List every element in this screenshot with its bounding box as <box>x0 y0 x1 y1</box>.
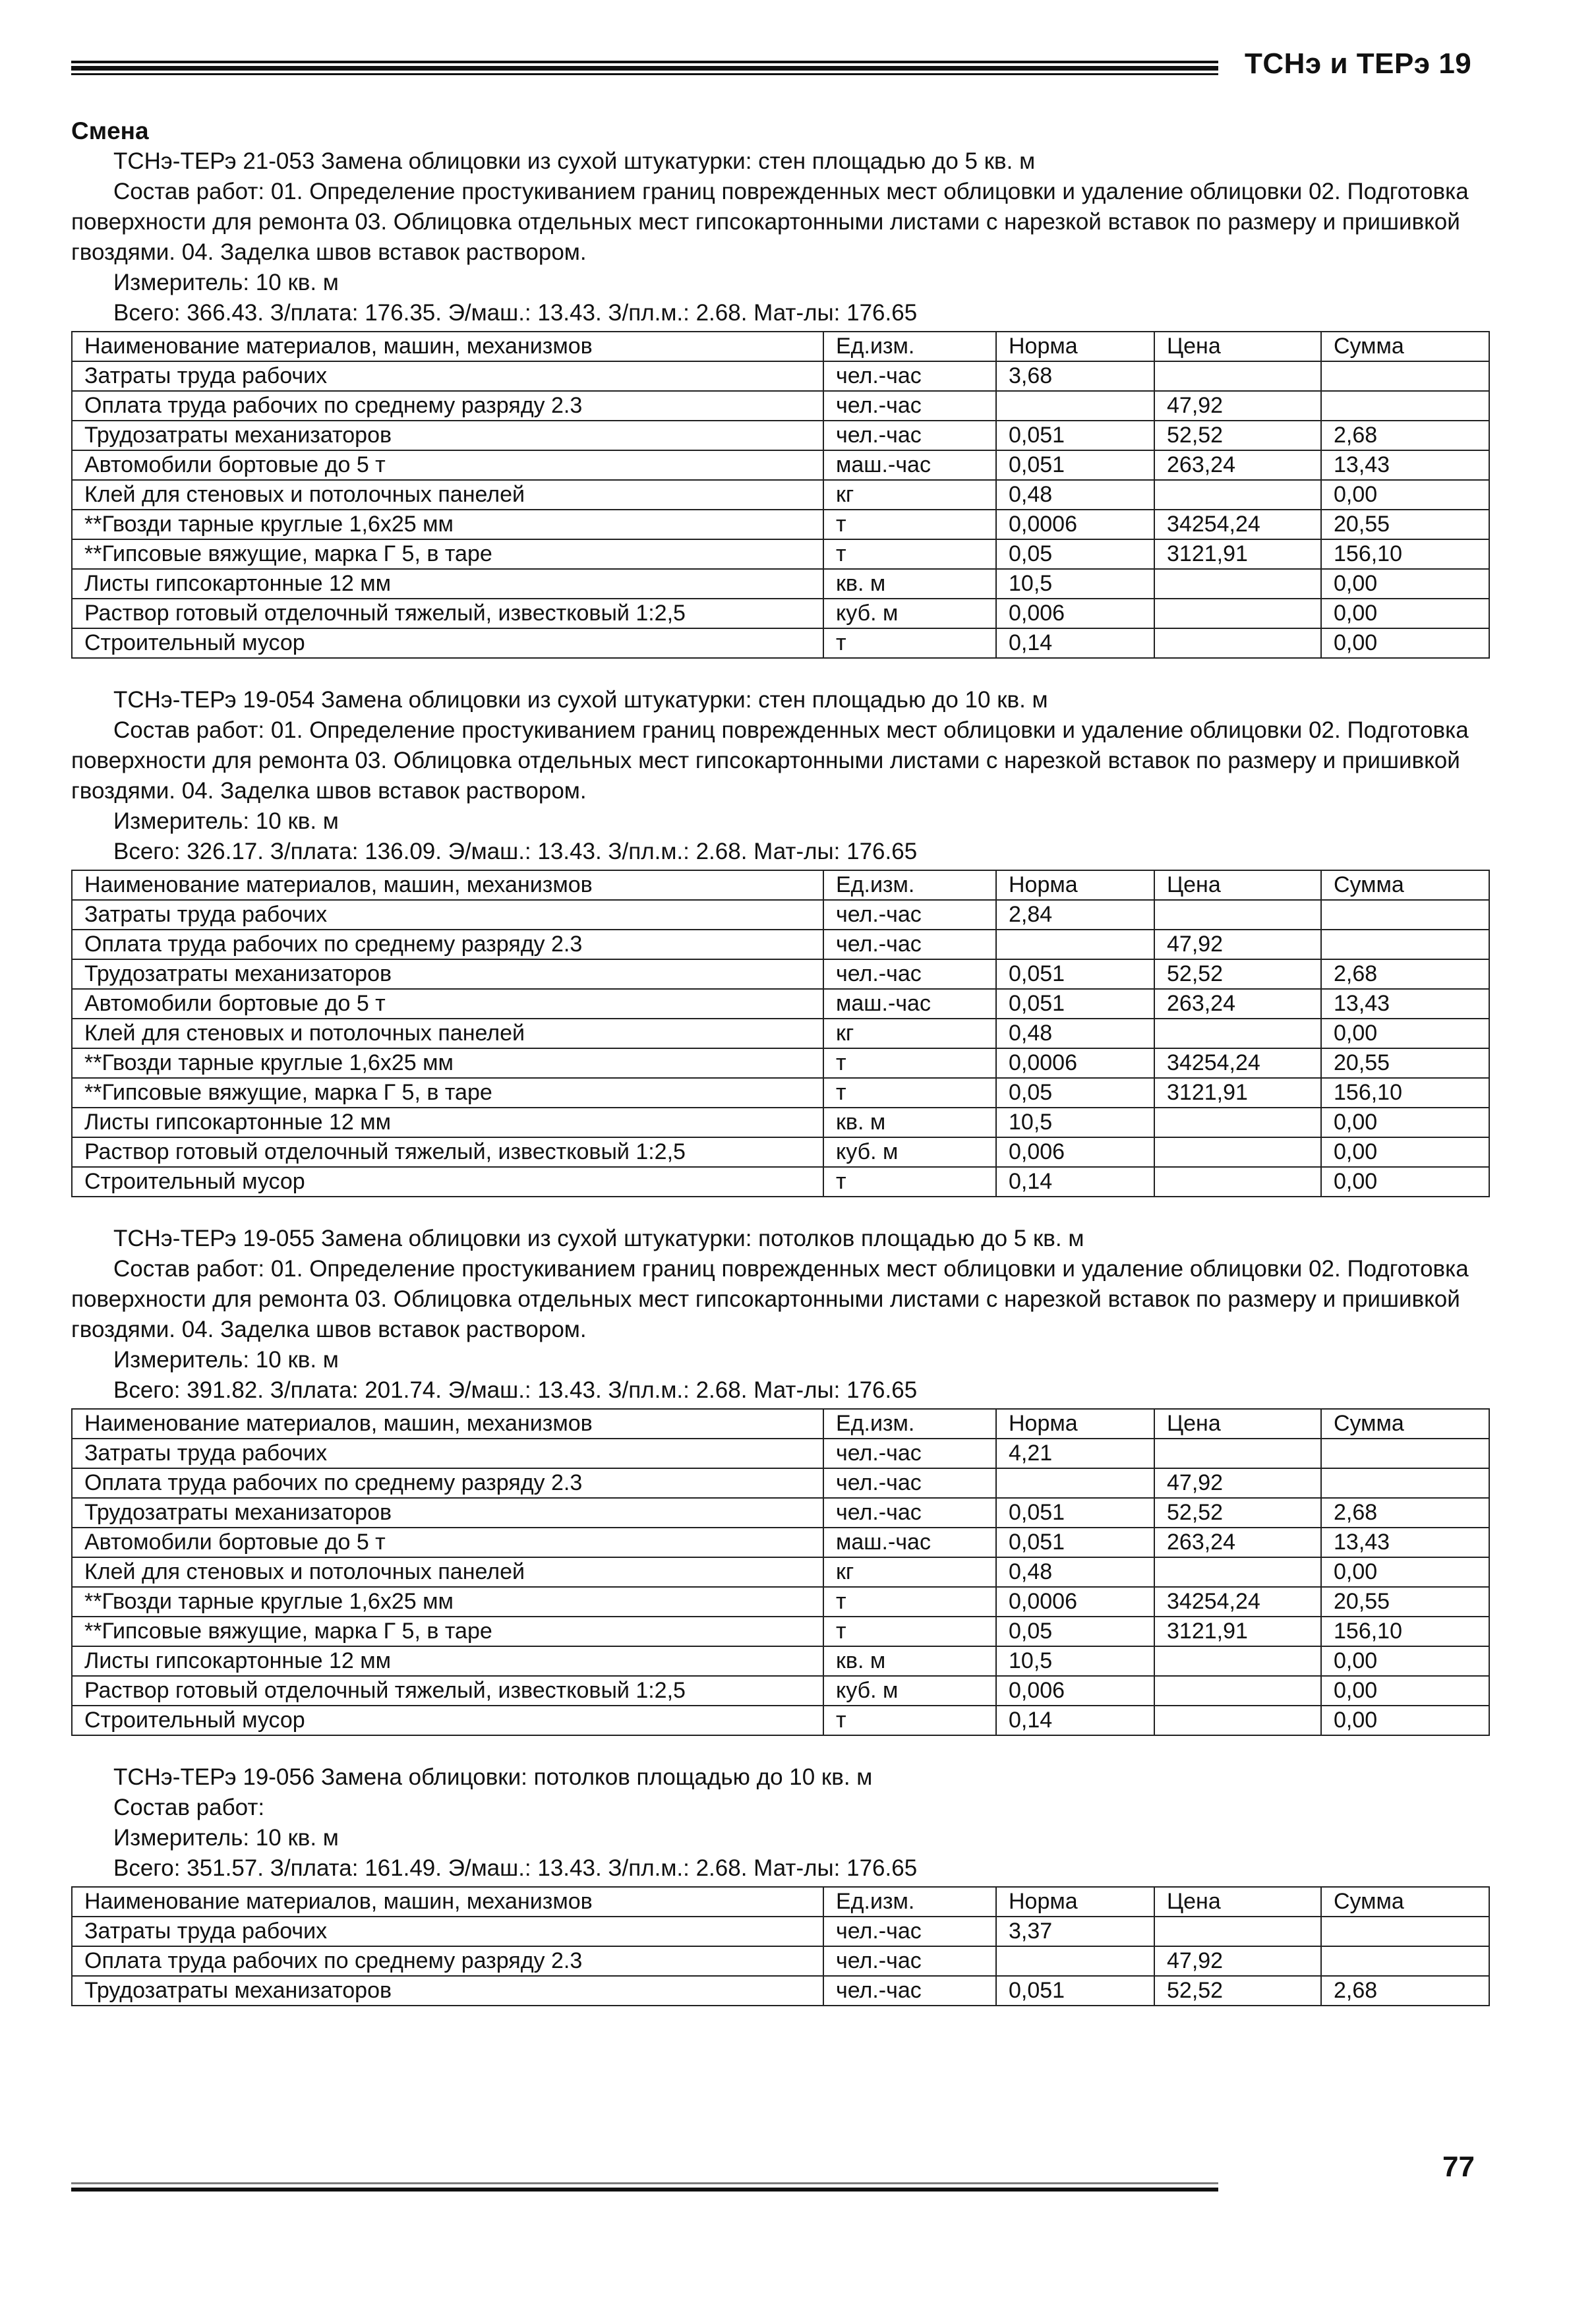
table-cell: чел.-час <box>823 1946 996 1976</box>
page-number: 77 <box>1442 2151 1475 2183</box>
table-cell: Клей для стеновых и потолочных панелей <box>72 1557 823 1587</box>
table-cell: 0,14 <box>996 1706 1154 1735</box>
table-cell: 47,92 <box>1154 1946 1321 1976</box>
table-cell: чел.-час <box>823 1439 996 1468</box>
rate-entry <box>71 146 1489 659</box>
table-row <box>72 1439 1489 1468</box>
table-cell: т <box>823 1617 996 1646</box>
table-cell: 0,051 <box>996 421 1154 450</box>
column-header: Наименование материалов, машин, механизмов <box>72 1887 823 1917</box>
table-row <box>72 628 1489 658</box>
entry-meter: Измеритель: 10 кв. м <box>113 808 339 834</box>
table-cell: Оплата труда рабочих по среднему разряду 2.3 <box>72 1468 823 1498</box>
table-row <box>72 1048 1489 1078</box>
table-row <box>72 900 1489 930</box>
table-cell: т <box>823 1706 996 1735</box>
table-cell: Автомобили бортовые до 5 т <box>72 1528 823 1557</box>
column-header: Ед.изм. <box>823 332 996 361</box>
column-header: Цена <box>1154 1887 1321 1917</box>
table-cell: 263,24 <box>1154 989 1321 1019</box>
table-cell: Раствор готовый отделочный тяжелый, известковый 1:2,5 <box>72 1137 823 1167</box>
table-cell <box>1154 569 1321 599</box>
table-header-row <box>72 1409 1489 1439</box>
column-header: Цена <box>1154 870 1321 900</box>
table-cell: 13,43 <box>1321 1528 1489 1557</box>
table-cell: 0,14 <box>996 1167 1154 1197</box>
entry-totals: Всего: 351.57. З/плата: 161.49. Э/маш.: 13.43. З/пл.м.: 2.68. Мат-лы: 176.65 <box>113 1855 918 1881</box>
table-cell: 0,006 <box>996 1137 1154 1167</box>
entry-title: ТСНэ-ТЕРэ 19-054 Замена облицовки из сухой штукатурки: стен площадью до 10 кв. м <box>113 687 1048 713</box>
column-header: Ед.изм. <box>823 1887 996 1917</box>
table-cell: 0,00 <box>1321 628 1489 658</box>
table-cell <box>1154 1439 1321 1468</box>
table-cell: 0,00 <box>1321 1706 1489 1735</box>
table-cell: 0,48 <box>996 1557 1154 1587</box>
table-cell: 0,00 <box>1321 1676 1489 1706</box>
table-cell: 3,37 <box>996 1917 1154 1946</box>
table-cell: 34254,24 <box>1154 1048 1321 1078</box>
table-cell <box>1154 599 1321 628</box>
table-cell: 156,10 <box>1321 1617 1489 1646</box>
table-row <box>72 1137 1489 1167</box>
table-cell: 2,68 <box>1321 421 1489 450</box>
table-row <box>72 1468 1489 1498</box>
table-cell: 2,68 <box>1321 959 1489 989</box>
table-cell: 156,10 <box>1321 1078 1489 1108</box>
table-cell: т <box>823 1048 996 1078</box>
table-cell <box>996 391 1154 421</box>
entry-totals: Всего: 326.17. З/плата: 136.09. Э/маш.: 13.43. З/пл.м.: 2.68. Мат-лы: 176.65 <box>113 839 918 864</box>
entry-title: ТСНэ-ТЕРэ 19-055 Замена облицовки из сухой штукатурки: потолков площадью до 5 кв. м <box>113 1226 1084 1251</box>
table-cell: т <box>823 1587 996 1617</box>
table-cell: 263,24 <box>1154 450 1321 480</box>
table-cell: 13,43 <box>1321 989 1489 1019</box>
table-cell: 0,00 <box>1321 1108 1489 1137</box>
table-row <box>72 1676 1489 1706</box>
table-cell <box>1321 930 1489 959</box>
column-header: Норма <box>996 1887 1154 1917</box>
table-row <box>72 1646 1489 1676</box>
table-cell: маш.-час <box>823 989 996 1019</box>
table-cell: 0,00 <box>1321 599 1489 628</box>
table-cell: 0,051 <box>996 1976 1154 2006</box>
table-cell: кг <box>823 480 996 510</box>
table-header-row <box>72 1887 1489 1917</box>
column-header: Сумма <box>1321 1409 1489 1439</box>
rate-entry <box>71 1740 1489 2006</box>
rate-entry <box>71 1201 1489 1736</box>
table-cell: 0,00 <box>1321 480 1489 510</box>
table-row <box>72 1528 1489 1557</box>
column-header: Сумма <box>1321 870 1489 900</box>
table-cell: т <box>823 1167 996 1197</box>
table-cell: 3121,91 <box>1154 1617 1321 1646</box>
table-cell: кг <box>823 1019 996 1048</box>
table-cell <box>996 930 1154 959</box>
table-cell: 47,92 <box>1154 930 1321 959</box>
table-cell: 4,21 <box>996 1439 1154 1468</box>
table-cell: 0,05 <box>996 1078 1154 1108</box>
work-composition: Состав работ: <box>113 1795 265 1820</box>
table-cell: Листы гипсокартонные 12 мм <box>72 1646 823 1676</box>
table-cell: 20,55 <box>1321 1048 1489 1078</box>
table-cell: 3121,91 <box>1154 539 1321 569</box>
table-cell: 0,00 <box>1321 569 1489 599</box>
table-cell: Затраты труда рабочих <box>72 900 823 930</box>
table-cell <box>1154 361 1321 391</box>
table-cell: 0,0006 <box>996 510 1154 539</box>
table-cell: Строительный мусор <box>72 1706 823 1735</box>
table-cell: 3,68 <box>996 361 1154 391</box>
table-cell: кв. м <box>823 569 996 599</box>
entry-meter: Измеритель: 10 кв. м <box>113 1825 339 1851</box>
column-header: Ед.изм. <box>823 870 996 900</box>
table-cell: т <box>823 510 996 539</box>
table-cell: **Гипсовые вяжущие, марка Г 5, в таре <box>72 539 823 569</box>
table-cell: 20,55 <box>1321 1587 1489 1617</box>
entry-meter: Измеритель: 10 кв. м <box>113 1347 339 1373</box>
table-cell: чел.-час <box>823 959 996 989</box>
entry-totals: Всего: 366.43. З/плата: 176.35. Э/маш.: 13.43. З/пл.м.: 2.68. Мат-лы: 176.65 <box>113 300 918 326</box>
table-cell: куб. м <box>823 1676 996 1706</box>
table-cell: 0,0006 <box>996 1048 1154 1078</box>
work-composition: Состав работ: 01. Определение простукиванием границ поврежденных мест облицовки и удаление облицовки 02. Подготовка поверхности для ремонта 03. Облицовка отдельных мест гипсокартонными листами с нарезкой вставок по размеру и пришивкой гвоздями. 04. Заделка швов вставок раствором. <box>71 717 1469 804</box>
table-cell <box>1321 1946 1489 1976</box>
resources-table <box>71 331 1490 659</box>
table-cell: 0,051 <box>996 1498 1154 1528</box>
table-cell: Листы гипсокартонные 12 мм <box>72 569 823 599</box>
entry-title: ТСНэ-ТЕРэ 21-053 Замена облицовки из сухой штукатурки: стен площадью до 5 кв. м <box>113 148 1036 174</box>
table-cell: кг <box>823 1557 996 1587</box>
table-cell: Листы гипсокартонные 12 мм <box>72 1108 823 1137</box>
table-cell: Затраты труда рабочих <box>72 1917 823 1946</box>
table-cell: **Гипсовые вяжущие, марка Г 5, в таре <box>72 1617 823 1646</box>
table-cell: чел.-час <box>823 1468 996 1498</box>
table-cell: т <box>823 539 996 569</box>
table-cell: кв. м <box>823 1646 996 1676</box>
table-row <box>72 1617 1489 1646</box>
table-cell <box>1154 1108 1321 1137</box>
table-cell <box>1154 1137 1321 1167</box>
table-row <box>72 1108 1489 1137</box>
resources-table <box>71 870 1490 1197</box>
table-cell: Трудозатраты механизаторов <box>72 959 823 989</box>
entry-totals: Всего: 391.82. З/плата: 201.74. Э/маш.: 13.43. З/пл.м.: 2.68. Мат-лы: 176.65 <box>113 1377 918 1403</box>
table-cell: Раствор готовый отделочный тяжелый, известковый 1:2,5 <box>72 1676 823 1706</box>
table-cell <box>1321 361 1489 391</box>
table-cell: 156,10 <box>1321 539 1489 569</box>
entries-list <box>71 146 1489 2006</box>
table-cell: 10,5 <box>996 1108 1154 1137</box>
page-content <box>71 116 1489 2010</box>
table-header-row <box>72 332 1489 361</box>
table-cell <box>1154 900 1321 930</box>
table-cell: Строительный мусор <box>72 1167 823 1197</box>
table-cell: 34254,24 <box>1154 1587 1321 1617</box>
work-composition: Состав работ: 01. Определение простукиванием границ поврежденных мест облицовки и удаление облицовки 02. Подготовка поверхности для ремонта 03. Облицовка отдельных мест гипсокартонными листами с нарезкой вставок по размеру и пришивкой гвоздями. 04. Заделка швов вставок раствором. <box>71 179 1469 265</box>
table-cell: Клей для стеновых и потолочных панелей <box>72 480 823 510</box>
table-cell <box>1321 391 1489 421</box>
table-row <box>72 989 1489 1019</box>
table-cell: Оплата труда рабочих по среднему разряду 2.3 <box>72 391 823 421</box>
table-cell: куб. м <box>823 599 996 628</box>
resources-table <box>71 1408 1490 1736</box>
table-cell <box>1154 1167 1321 1197</box>
table-row <box>72 1078 1489 1108</box>
table-cell: **Гвозди тарные круглые 1,6х25 мм <box>72 1048 823 1078</box>
table-cell: т <box>823 628 996 658</box>
table-cell: 3121,91 <box>1154 1078 1321 1108</box>
table-cell: 2,68 <box>1321 1976 1489 2006</box>
column-header: Норма <box>996 870 1154 900</box>
table-cell: 0,00 <box>1321 1646 1489 1676</box>
column-header: Ед.изм. <box>823 1409 996 1439</box>
table-cell: Оплата труда рабочих по среднему разряду 2.3 <box>72 1946 823 1976</box>
header-rule <box>71 57 1218 79</box>
table-row <box>72 1019 1489 1048</box>
table-cell: 0,051 <box>996 959 1154 989</box>
table-cell: чел.-час <box>823 361 996 391</box>
table-cell: 0,05 <box>996 539 1154 569</box>
column-header: Норма <box>996 332 1154 361</box>
table-cell: куб. м <box>823 1137 996 1167</box>
table-cell: т <box>823 1078 996 1108</box>
table-cell: 10,5 <box>996 569 1154 599</box>
table-cell: Оплата труда рабочих по среднему разряду 2.3 <box>72 930 823 959</box>
table-row <box>72 1498 1489 1528</box>
table-row <box>72 569 1489 599</box>
table-cell: **Гипсовые вяжущие, марка Г 5, в таре <box>72 1078 823 1108</box>
column-header: Сумма <box>1321 1887 1489 1917</box>
table-cell: 52,52 <box>1154 1498 1321 1528</box>
table-row <box>72 421 1489 450</box>
table-cell <box>1321 1917 1489 1946</box>
table-cell: 2,68 <box>1321 1498 1489 1528</box>
table-header-row <box>72 870 1489 900</box>
table-cell: чел.-час <box>823 900 996 930</box>
table-cell: 0,00 <box>1321 1019 1489 1048</box>
work-composition: Состав работ: 01. Определение простукиванием границ поврежденных мест облицовки и удаление облицовки 02. Подготовка поверхности для ремонта 03. Облицовка отдельных мест гипсокартонными листами с нарезкой вставок по размеру и пришивкой гвоздями. 04. Заделка швов вставок раствором. <box>71 1256 1469 1342</box>
table-row <box>72 930 1489 959</box>
table-cell: Затраты труда рабочих <box>72 361 823 391</box>
table-cell: чел.-час <box>823 391 996 421</box>
rate-entry <box>71 663 1489 1197</box>
table-row <box>72 450 1489 480</box>
table-cell: 0,48 <box>996 1019 1154 1048</box>
table-cell: 52,52 <box>1154 959 1321 989</box>
table-row <box>72 539 1489 569</box>
table-cell: 47,92 <box>1154 1468 1321 1498</box>
column-header: Наименование материалов, машин, механизмов <box>72 870 823 900</box>
column-header: Цена <box>1154 1409 1321 1439</box>
table-row <box>72 599 1489 628</box>
table-cell <box>1321 1468 1489 1498</box>
table-cell <box>1154 1706 1321 1735</box>
table-cell: 0,00 <box>1321 1557 1489 1587</box>
table-cell: чел.-час <box>823 1498 996 1528</box>
table-row <box>72 361 1489 391</box>
column-header: Сумма <box>1321 332 1489 361</box>
table-cell: **Гвозди тарные круглые 1,6х25 мм <box>72 1587 823 1617</box>
table-cell: 0,051 <box>996 450 1154 480</box>
table-cell: чел.-час <box>823 1976 996 2006</box>
table-row <box>72 480 1489 510</box>
table-cell <box>1154 628 1321 658</box>
table-row <box>72 1706 1489 1735</box>
table-cell: 0,006 <box>996 599 1154 628</box>
table-row <box>72 1587 1489 1617</box>
table-cell: чел.-час <box>823 1917 996 1946</box>
table-cell <box>1154 480 1321 510</box>
table-cell: 0,0006 <box>996 1587 1154 1617</box>
table-row <box>72 510 1489 539</box>
table-cell: чел.-час <box>823 930 996 959</box>
table-cell <box>1321 1439 1489 1468</box>
column-header: Наименование материалов, машин, механизмов <box>72 1409 823 1439</box>
table-cell: 0,006 <box>996 1676 1154 1706</box>
footer-rule <box>71 2181 1218 2197</box>
table-cell <box>996 1946 1154 1976</box>
table-cell: Затраты труда рабочих <box>72 1439 823 1468</box>
table-cell <box>1154 1557 1321 1587</box>
table-cell: Раствор готовый отделочный тяжелый, известковый 1:2,5 <box>72 599 823 628</box>
table-cell <box>1321 900 1489 930</box>
table-cell: 0,00 <box>1321 1167 1489 1197</box>
table-cell: 0,05 <box>996 1617 1154 1646</box>
running-header: ТСНэ и ТЕРэ 19 <box>1245 47 1472 80</box>
table-cell: маш.-час <box>823 1528 996 1557</box>
entry-title: ТСНэ-ТЕРэ 19-056 Замена облицовки: потолков площадью до 10 кв. м <box>113 1764 873 1790</box>
table-cell: Трудозатраты механизаторов <box>72 1498 823 1528</box>
table-cell: 263,24 <box>1154 1528 1321 1557</box>
table-row <box>72 1976 1489 2006</box>
table-cell: 0,051 <box>996 1528 1154 1557</box>
table-cell: Трудозатраты механизаторов <box>72 421 823 450</box>
table-row <box>72 1167 1489 1197</box>
table-cell <box>1154 1019 1321 1048</box>
table-cell: Автомобили бортовые до 5 т <box>72 989 823 1019</box>
table-cell: 2,84 <box>996 900 1154 930</box>
table-cell: Клей для стеновых и потолочных панелей <box>72 1019 823 1048</box>
table-cell: 47,92 <box>1154 391 1321 421</box>
table-cell: 0,051 <box>996 989 1154 1019</box>
table-row <box>72 391 1489 421</box>
column-header: Норма <box>996 1409 1154 1439</box>
table-cell: 20,55 <box>1321 510 1489 539</box>
column-header: Наименование материалов, машин, механизмов <box>72 332 823 361</box>
table-cell: маш.-час <box>823 450 996 480</box>
table-row <box>72 959 1489 989</box>
column-header: Цена <box>1154 332 1321 361</box>
table-cell <box>1154 1917 1321 1946</box>
table-cell <box>1154 1646 1321 1676</box>
table-cell: Трудозатраты механизаторов <box>72 1976 823 2006</box>
table-cell: 34254,24 <box>1154 510 1321 539</box>
table-cell: **Гвозди тарные круглые 1,6х25 мм <box>72 510 823 539</box>
table-cell: 13,43 <box>1321 450 1489 480</box>
table-cell: 0,00 <box>1321 1137 1489 1167</box>
table-row <box>72 1917 1489 1946</box>
table-row <box>72 1557 1489 1587</box>
table-row <box>72 1946 1489 1976</box>
table-cell: 10,5 <box>996 1646 1154 1676</box>
entry-meter: Измеритель: 10 кв. м <box>113 270 339 295</box>
table-cell: 52,52 <box>1154 1976 1321 2006</box>
table-cell <box>996 1468 1154 1498</box>
table-cell: 0,14 <box>996 628 1154 658</box>
table-cell: чел.-час <box>823 421 996 450</box>
table-cell: Строительный мусор <box>72 628 823 658</box>
table-cell: кв. м <box>823 1108 996 1137</box>
table-cell <box>1154 1676 1321 1706</box>
table-cell: Автомобили бортовые до 5 т <box>72 450 823 480</box>
table-cell: 52,52 <box>1154 421 1321 450</box>
table-cell: 0,48 <box>996 480 1154 510</box>
section-title: Смена <box>71 117 149 144</box>
resources-table <box>71 1886 1490 2006</box>
